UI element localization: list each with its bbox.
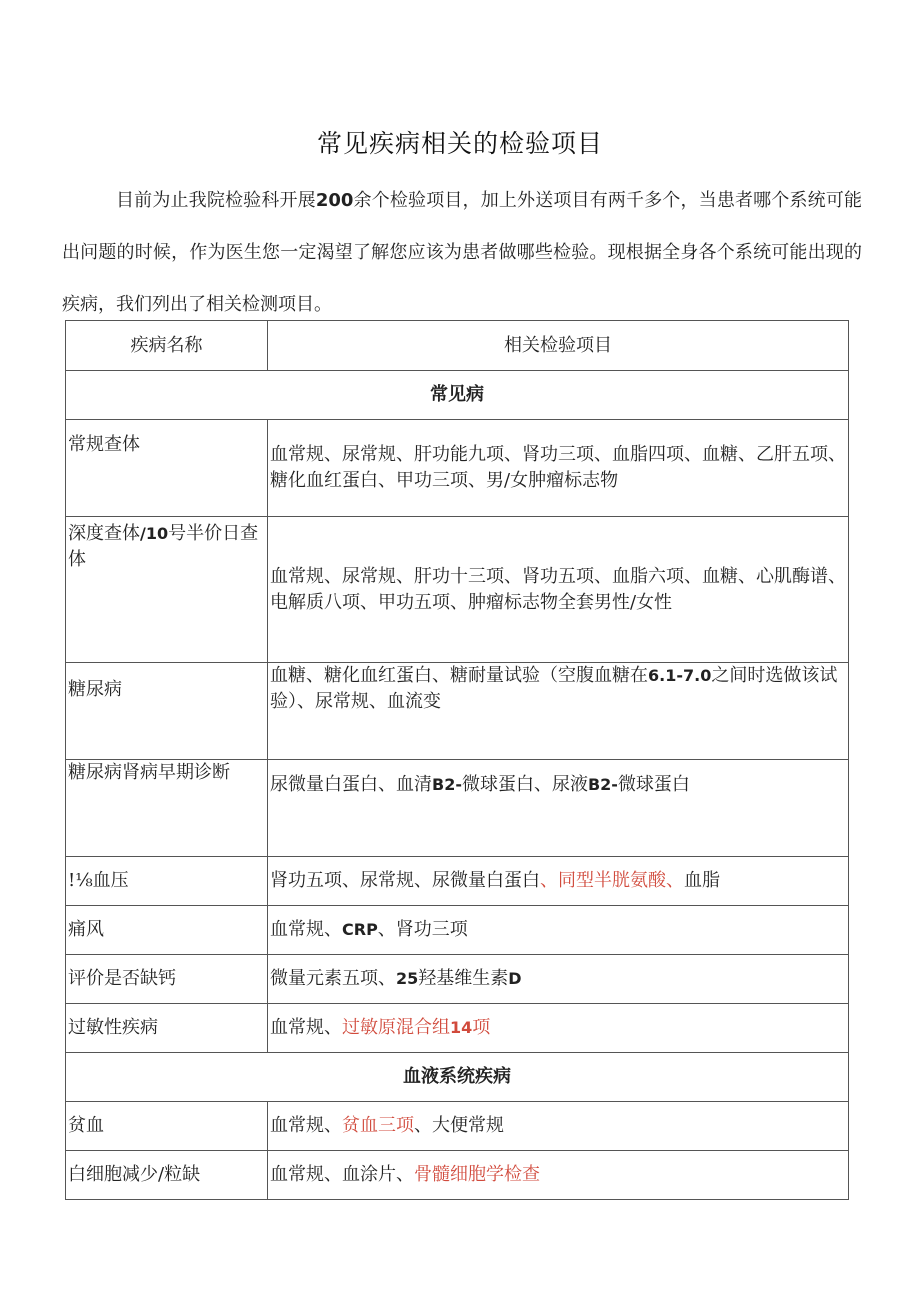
- section-row: [66, 1053, 849, 1102]
- table-row: [66, 760, 849, 857]
- test-item-text: CRP: [342, 920, 378, 939]
- section-title: 血液系统疾病: [66, 1053, 849, 1102]
- table-row: [66, 906, 849, 955]
- test-item-text: 血脂: [684, 870, 720, 891]
- table-row: [66, 420, 849, 517]
- highlighted-test-item: 过敏原混合组: [342, 1017, 450, 1038]
- table-row: [66, 1102, 849, 1151]
- table-row: [66, 517, 849, 663]
- intro-text-1: 目前为止我院检验科开展: [116, 190, 316, 211]
- highlighted-test-item: 骨髓细胞学检查: [414, 1164, 540, 1185]
- test-item-text: 、大便常规: [414, 1115, 504, 1136]
- test-item-text: 肾功五项、尿常规、尿微量白蛋白: [270, 870, 540, 891]
- test-item-text: 血常规、尿常规、肝功十三项、肾功五项、血脂六项、血糖、心肌酶谱、电解质八项、甲功五项、肿瘤标志物全套男性/女性: [270, 565, 846, 613]
- highlighted-test-item: 贫血三项: [342, 1115, 414, 1136]
- test-items: [268, 1004, 849, 1053]
- test-items: [268, 517, 849, 663]
- section-row: [66, 371, 849, 420]
- intro-paragraph: [62, 175, 862, 331]
- test-items: [268, 663, 849, 760]
- test-item-text: 血常规、: [270, 1115, 342, 1136]
- test-item-text: 、肾功三项: [377, 919, 468, 940]
- test-items: [268, 420, 849, 517]
- intro-text-2: 余个检验项目，加上外送项目有两千多个，当患者哪个系统可能出问题的时候，作为医生您一定渴望了解您应该为患者做哪些检验。现根据全身各个系统可能出现的疾病，我们列出了相关检测项目。: [62, 190, 862, 315]
- disease-name-part: 深度查体: [68, 523, 140, 544]
- test-items: [268, 955, 849, 1004]
- highlighted-test-item: 14: [450, 1018, 473, 1037]
- disease-name: 常规查体: [66, 420, 268, 517]
- disease-name-part: 号半价日查体: [68, 523, 259, 570]
- table-row: [66, 955, 849, 1004]
- table-row: [66, 1151, 849, 1200]
- disease-name: 糖尿病肾病早期诊断: [66, 760, 268, 857]
- disease-name: 糖尿病: [66, 663, 268, 760]
- header-disease-name: 疾病名称: [66, 321, 268, 371]
- test-items: [268, 760, 849, 857]
- disease-name: [66, 517, 268, 663]
- test-item-text: 尿微量白蛋白、血清: [270, 774, 432, 795]
- highlighted-test-item: 、同型半胱氨酸、: [540, 870, 684, 891]
- test-items: [268, 1102, 849, 1151]
- disease-name: 评价是否缺钙: [66, 955, 268, 1004]
- test-item-text: 25: [396, 969, 419, 988]
- test-items: [268, 906, 849, 955]
- highlighted-test-item: 项: [472, 1017, 491, 1038]
- test-item-text: 血常规、: [270, 919, 342, 940]
- intro-count: 200: [315, 190, 354, 211]
- page-title: 常见疾病相关的检验项目: [316, 129, 603, 158]
- test-item-text: B2-: [587, 775, 618, 794]
- header-test-items: 相关检验项目: [268, 321, 849, 371]
- disease-name: 过敏性疾病: [66, 1004, 268, 1053]
- test-item-text: 血常规、尿常规、肝功能九项、肾功三项、血脂四项、血糖、乙肝五项、糖化血红蛋白、甲功三项、男/女肿瘤标志物: [270, 444, 846, 491]
- test-item-text: 6.1-7.0: [648, 666, 712, 685]
- disease-name: 贫血: [66, 1102, 268, 1151]
- table-header-row: [66, 321, 849, 371]
- test-item-text: 微球蛋白、尿液: [461, 774, 588, 795]
- test-item-text: 微量元素五项、: [270, 968, 396, 989]
- table-row: [66, 857, 849, 906]
- test-items: [268, 857, 849, 906]
- test-items: [268, 1151, 849, 1200]
- disease-name: 白细胞减少/粒缺: [66, 1151, 268, 1200]
- test-item-text: 微球蛋白: [617, 774, 690, 795]
- test-item-text: 血糖、糖化血红蛋白、糖耐量试验（空腹血糖在: [270, 665, 648, 686]
- test-item-text: 血常规、: [270, 1017, 342, 1038]
- section-title: 常见病: [66, 371, 849, 420]
- table-row: [66, 1004, 849, 1053]
- disease-name: !⅛血压: [66, 857, 268, 906]
- test-item-text: 羟基维生素: [418, 968, 509, 989]
- table-row: [66, 663, 849, 760]
- test-item-text: 之间时选做该试验）、尿常规、血流变: [270, 665, 838, 712]
- disease-name-part: /10: [140, 524, 169, 543]
- test-item-text: 血常规、血涂片、: [270, 1164, 414, 1185]
- disease-test-table: [65, 320, 849, 1200]
- test-item-text: D: [508, 969, 522, 988]
- test-item-text: B2-: [432, 775, 462, 794]
- disease-name: 痛风: [66, 906, 268, 955]
